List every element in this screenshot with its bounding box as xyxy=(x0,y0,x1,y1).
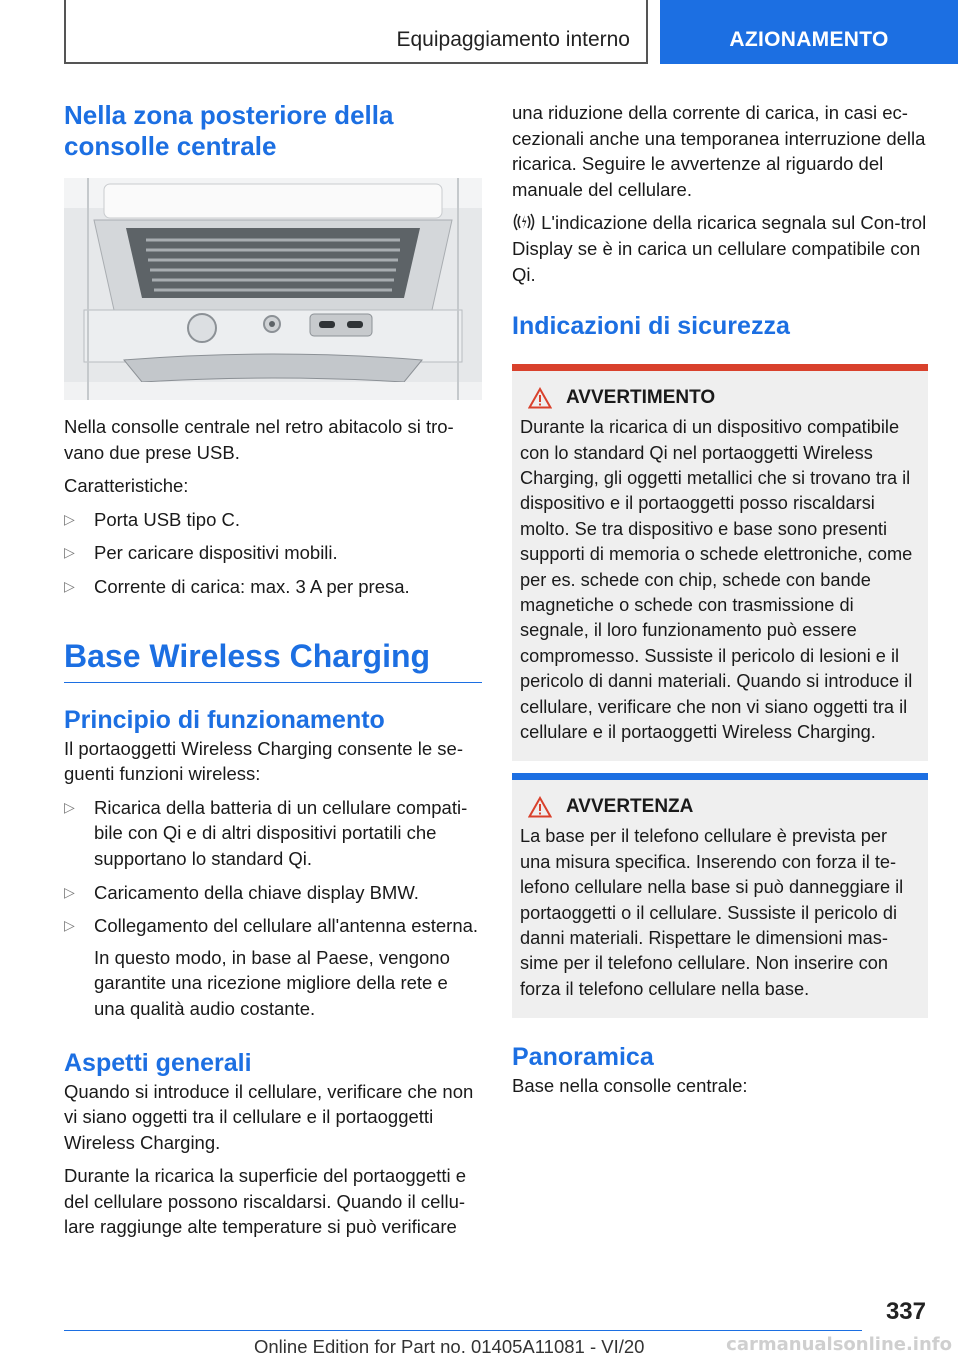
rear-console-usb-photo xyxy=(64,178,482,400)
warning-title-row xyxy=(520,387,920,409)
continuation-paragraph: una riduzione della corrente di carica, in casi ec-cezionali anche una temporanea interruzione della ricarica. Seguire le avvertenze al riguardo del manuale del cellulare. xyxy=(512,102,926,200)
footer-divider xyxy=(64,1330,862,1331)
warning-box-avvertimento xyxy=(512,364,928,761)
heading-principle: Principio di funzionamento xyxy=(64,705,385,734)
page-number: 337 xyxy=(885,1298,926,1325)
principle-sub-note: In questo modo, in base al Paese, vengono garantite una ricezione migliore della rete e una qualità audio costante. xyxy=(94,946,450,1019)
heading-wireless-charging: Base Wireless Charging xyxy=(64,637,431,674)
warning-triangle-icon xyxy=(528,796,552,818)
principle-list xyxy=(64,795,482,939)
list-item: ▷ Corrente di carica: max. 3 A per presa. xyxy=(64,574,482,600)
chapter-tab xyxy=(660,0,958,64)
header-section-title: Equipaggiamento interno xyxy=(396,28,630,51)
right-column xyxy=(512,100,928,1107)
heading-overview: Panoramica xyxy=(512,1043,654,1072)
chapter-title: AZIONAMENTO xyxy=(729,28,889,51)
indicator-paragraph: L'indicazione della ricarica segnala sul Con-trol Display se è in carica un cellulare compatibile con Qi. xyxy=(512,212,927,285)
features-label: Caratteristiche: xyxy=(64,475,189,497)
warning-triangle-icon xyxy=(528,387,552,409)
heading-safety: Indicazioni di sicurezza xyxy=(512,312,790,341)
wireless-title-block xyxy=(64,636,482,683)
list-item: ▷ Per caricare dispositivi mobili. xyxy=(64,540,482,566)
triangle-bullet-icon: ▷ xyxy=(64,577,75,594)
warning-text: Durante la ricarica di un dispositivo compatibile con lo standard Qi nel portaoggetti Wireless Charging, gli oggetti metallici che si trovano tra il dispositivo e il portaoggetti posso riscaldarsi molto. Se tra dispositivo e base sono presenti supporti di memoria o schede elettroniche, come per es. schede con chip, schede con bande magnetiche o schede con trasmissione di segnale, il loro funzionamento può essere compromesso. Sussiste il pericolo di lesioni e il pericolo di danni materiali. Quando si introduce il cellulare, verificare che non vi siano oggetti tra il cellulare e il portaoggetti Wireless Charging. xyxy=(520,417,913,743)
warning-title-row xyxy=(520,796,920,818)
heading-rear-console: Nella zona posteriore della consolle centrale xyxy=(64,100,394,161)
overview-paragraph: Base nella consolle centrale: xyxy=(512,1075,748,1097)
general-p1: Quando si introduce il cellulare, verificare che non vi siano oggetti tra il cellulare e il portaoggetti Wireless Charging. xyxy=(64,1080,474,1153)
list-item: ▷ Ricarica della batteria di un cellulare compati-bile con Qi e di altri dispositivi portatili che supportano lo standard Qi. xyxy=(64,796,468,869)
features-list xyxy=(64,507,482,600)
warning-title: AVVERTENZA xyxy=(566,796,694,818)
watermark: carmanualsonline.info xyxy=(726,1334,952,1355)
left-column xyxy=(64,100,482,1248)
warning-text: La base per il telefono cellulare è prevista per una misura specifica. Inserendo con forza il te-lefono cellulare nella base si può danneggiare il portaoggetti o il cellulare. Sussiste il pericolo di danni materiali. Rispettare le dimensioni mas-sime per il telefono cellulare. Non inserire con forza il telefono cellulare nella base. xyxy=(520,826,904,999)
header-frame xyxy=(64,0,648,64)
heading-general: Aspetti generali xyxy=(64,1048,252,1077)
warning-box-avvertenza xyxy=(512,773,928,1018)
rear-usb-description: Nella consolle centrale nel retro abitacolo si tro-vano due prese USB. xyxy=(64,416,454,463)
triangle-bullet-icon: ▷ xyxy=(64,544,75,561)
triangle-bullet-icon: ▷ xyxy=(64,798,75,815)
principle-intro: Il portaoggetti Wireless Charging consente le se-guenti funzioni wireless: xyxy=(64,737,463,785)
triangle-bullet-icon: ▷ xyxy=(64,510,75,527)
general-p2: Durante la ricarica la superficie del portaoggetti e del cellulare possono riscaldarsi. Quando il cellu-lare raggiunge alte temperature si può verificare xyxy=(64,1165,467,1238)
wireless-charging-icon xyxy=(512,212,536,232)
list-item: ▷ Collegamento del cellulare all'antenna esterna. xyxy=(64,913,482,939)
edition-footer: Online Edition for Part no. 01405A11081 - VI/20 xyxy=(254,1336,645,1357)
warning-title: AVVERTIMENTO xyxy=(566,387,716,409)
list-item: ▷ Porta USB tipo C. xyxy=(64,507,482,533)
triangle-bullet-icon: ▷ xyxy=(64,883,75,900)
list-item: ▷ Caricamento della chiave display BMW. xyxy=(64,880,482,906)
triangle-bullet-icon: ▷ xyxy=(64,917,75,934)
